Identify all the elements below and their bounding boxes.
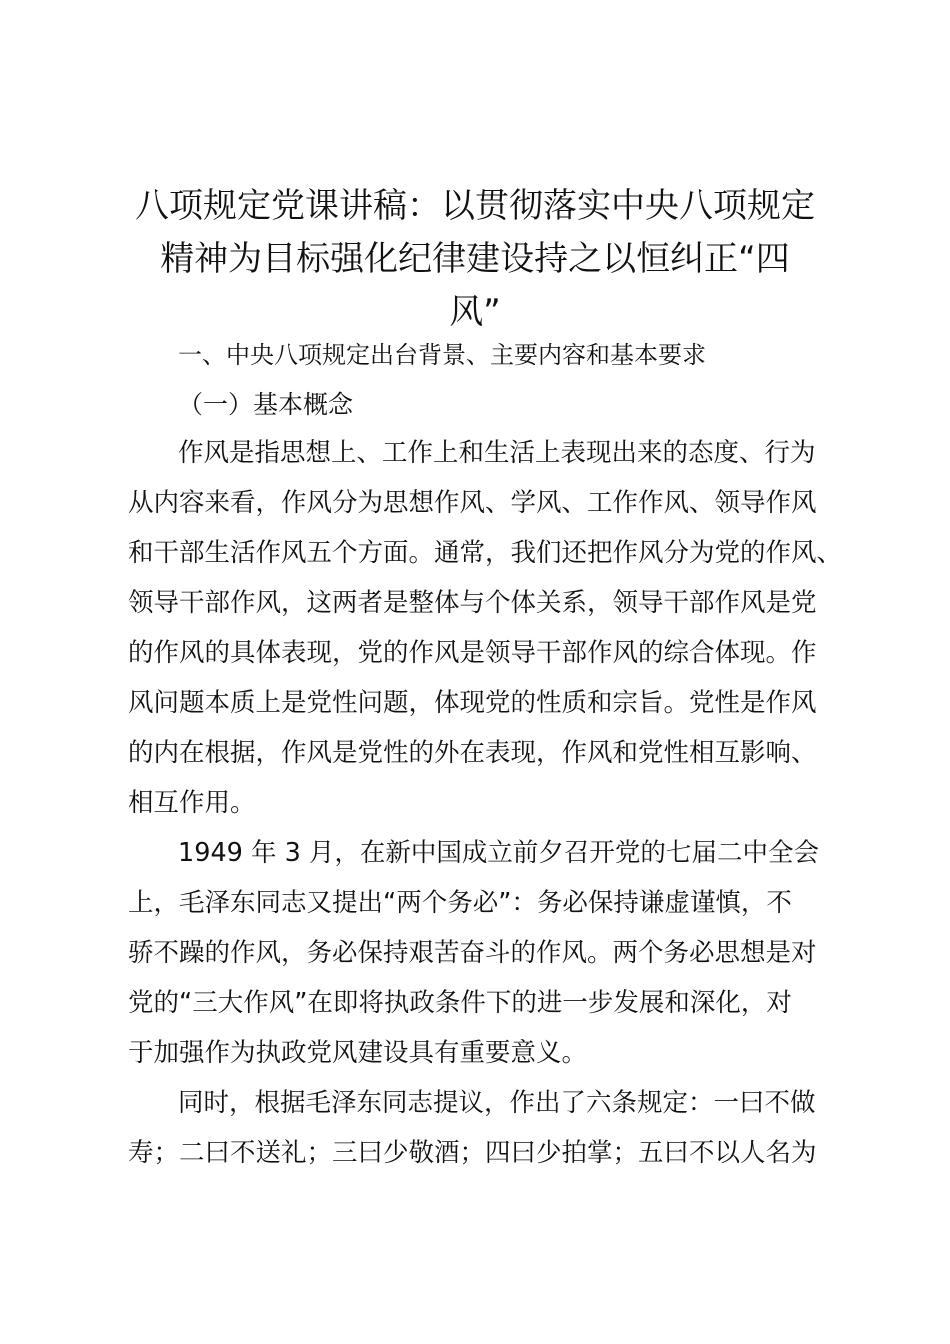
paragraph-concept [128, 428, 848, 828]
paragraph-line: 的作风的具体表现，党的作风是领导干部作风的综合体现。作 [128, 638, 817, 668]
paragraph-line: 从内容来看，作风分为思想作风、学风、工作作风、领导作风 [128, 488, 817, 518]
paragraph-six-rules [128, 1078, 848, 1178]
title-line: 精神为目标强化纪律建设持之以恒纠正“四 [160, 239, 790, 279]
section-heading: 一、中央八项规定出台背景、主要内容和基本要求 [178, 341, 706, 369]
paragraph-line: 党的“三大作风”在即将执政条件下的进一步发展和深化，对 [128, 988, 792, 1018]
paragraph-line: 1949 年 3 月，在新中国成立前夕召开党的七届二中全会 [178, 838, 819, 868]
paragraph-line: 和干部生活作风五个方面。通常，我们还把作风分为党的作风、 [128, 538, 843, 568]
subsection-heading: （一）基本概念 [178, 390, 354, 419]
paragraph-line: 领导干部作风，这两者是整体与个体关系，领导干部作风是党 [128, 588, 817, 618]
paragraph-line: 作风是指思想上、工作上和生活上表现出来的态度、行为 [178, 438, 816, 468]
paragraph-line: 骄不躁的作风，务必保持艰苦奋斗的作风。两个务必思想是对 [128, 938, 817, 968]
paragraph-line: 上，毛泽东同志又提出“两个务必”：务必保持谦虚谨慎，不 [128, 888, 792, 918]
paragraph-line: 寿；二曰不送礼；三曰少敬酒；四曰少拍掌；五曰不以人名为 [128, 1138, 817, 1168]
document-title [110, 180, 840, 339]
paragraph-line: 同时，根据毛泽东同志提议，作出了六条规定：一曰不做 [178, 1088, 816, 1118]
paragraph-line: 的内在根据，作风是党性的外在表现，作风和党性相互影响、 [128, 738, 817, 768]
paragraph-two-musts [128, 828, 848, 1078]
paragraph-line: 相互作用。 [128, 788, 256, 818]
paragraph-line: 风问题本质上是党性问题，体现党的性质和宗旨。党性是作风 [128, 688, 817, 718]
title-line: 风” [449, 292, 501, 332]
title-line: 八项规定党课讲稿：以贯彻落实中央八项规定 [135, 186, 815, 226]
paragraph-line: 于加强作为执政党风建设具有重要意义。 [128, 1038, 588, 1068]
